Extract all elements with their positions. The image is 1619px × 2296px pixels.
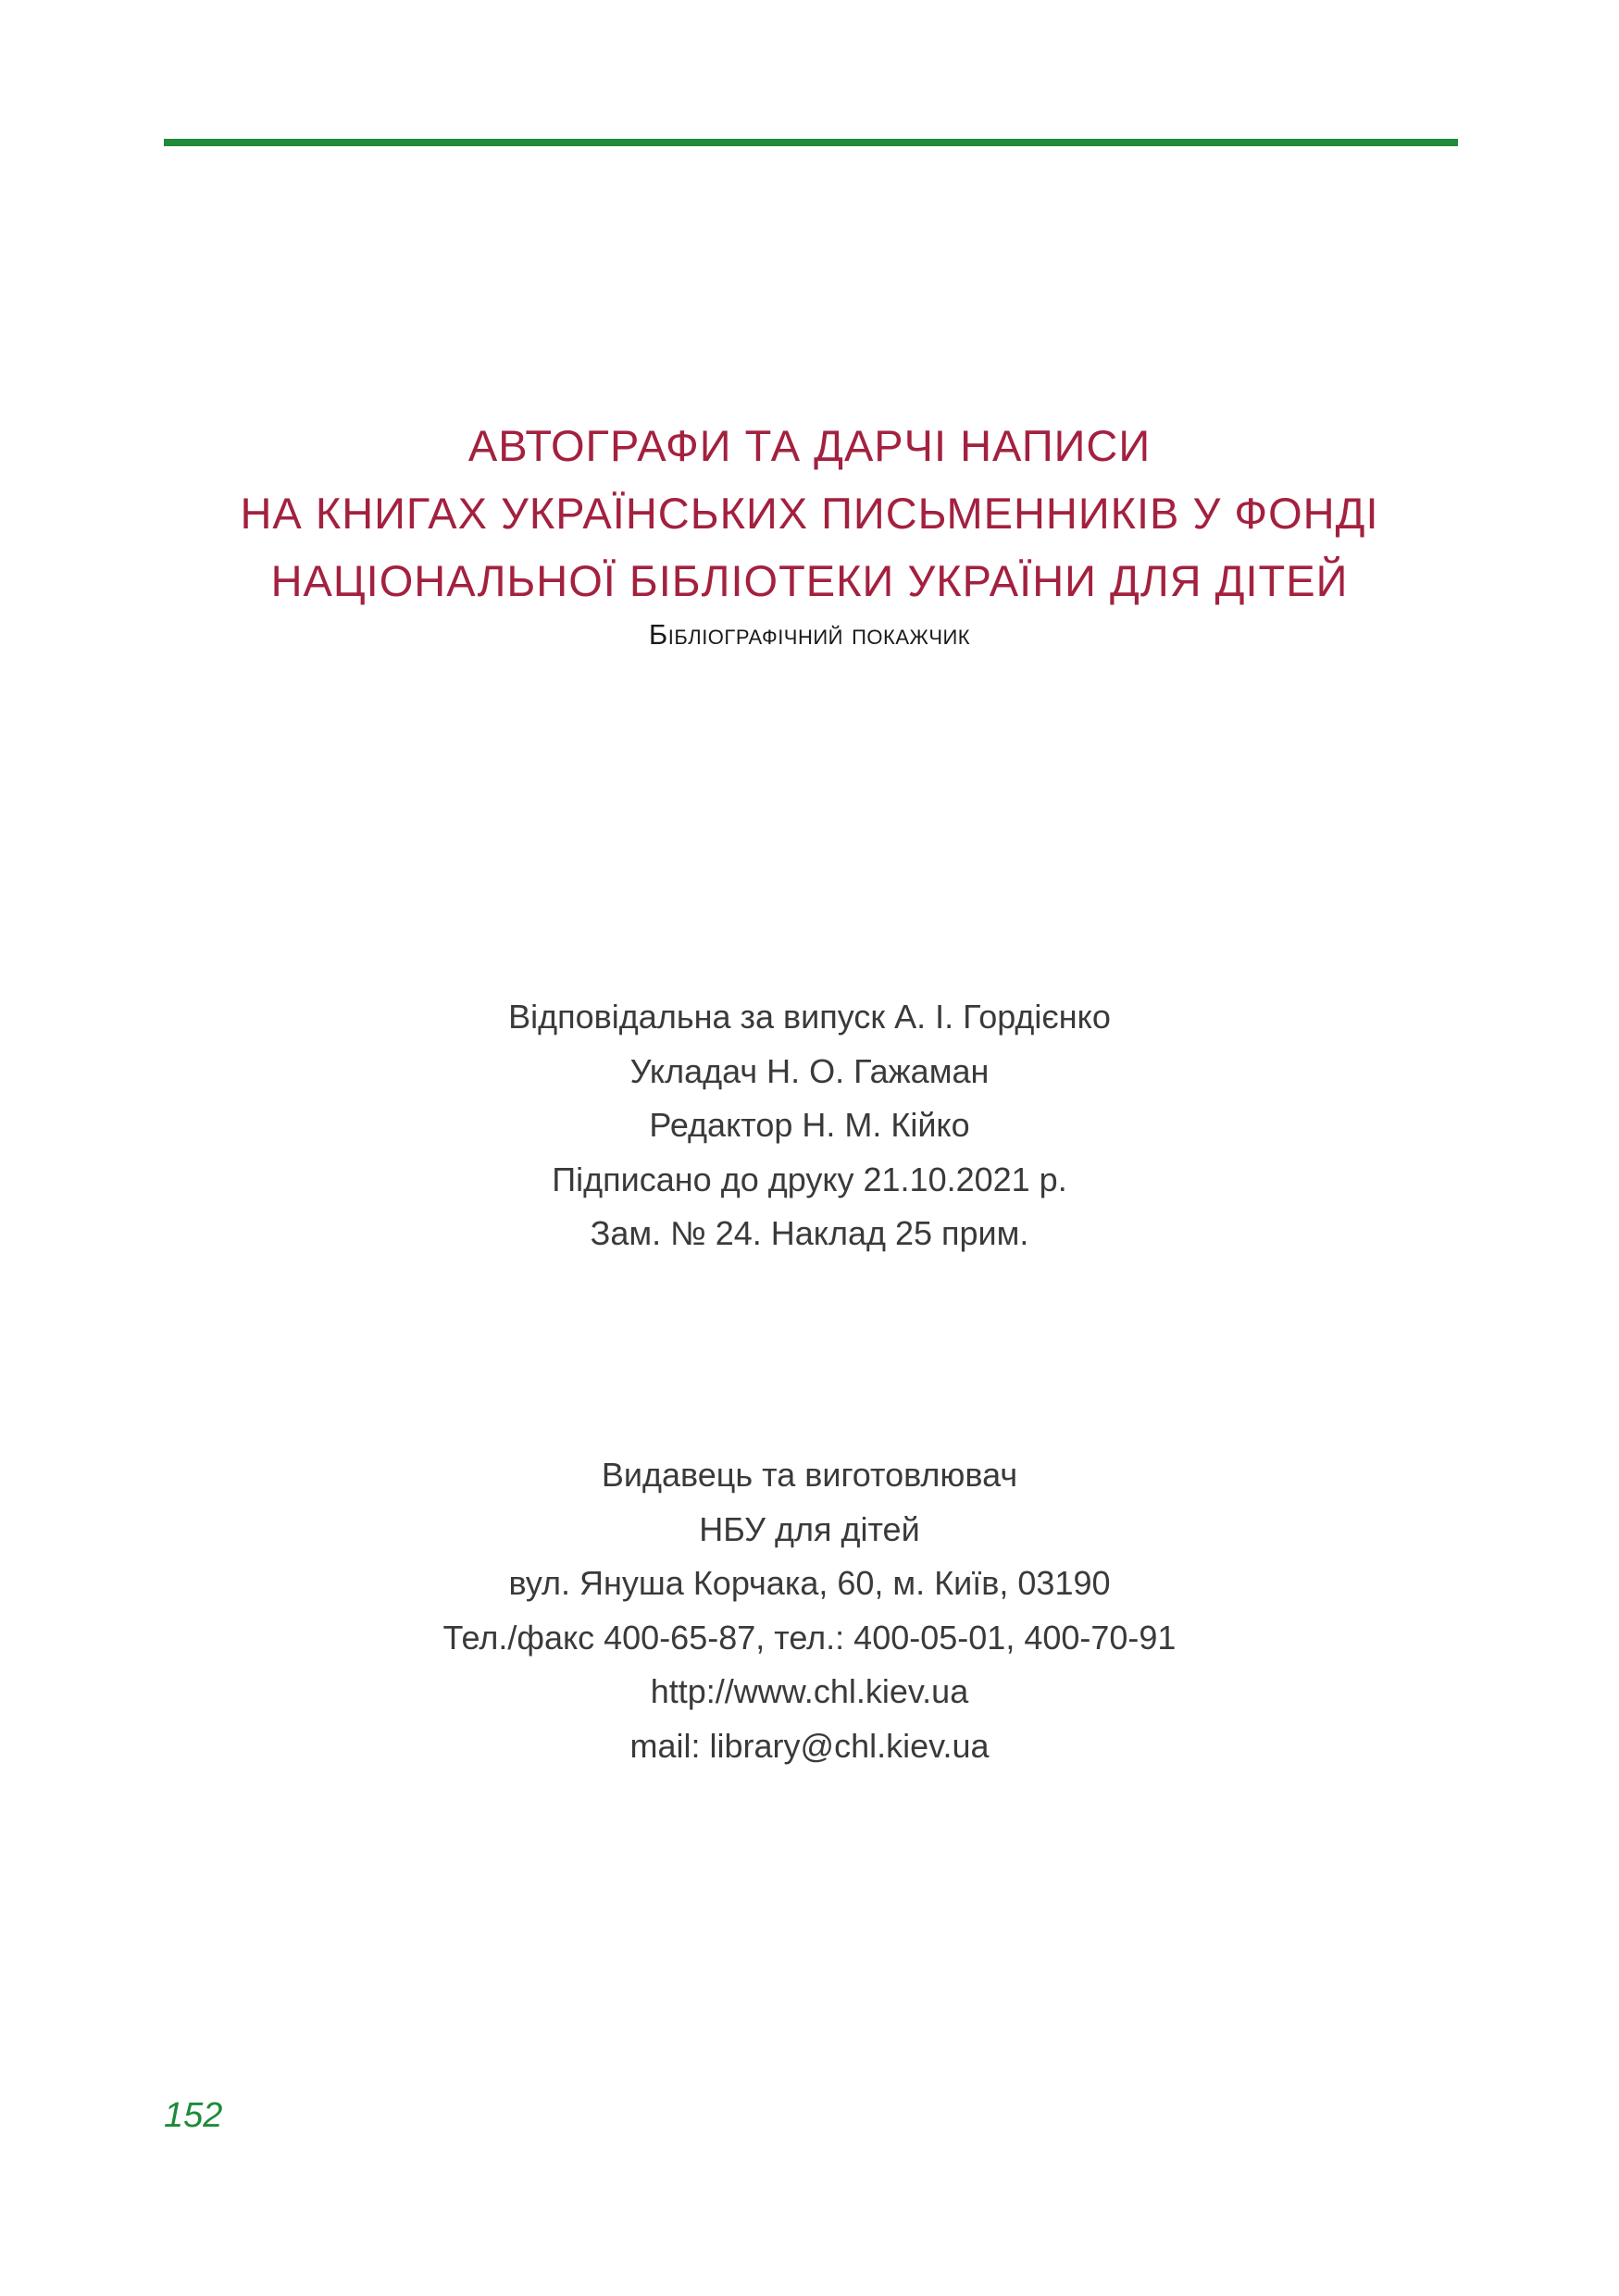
publisher-website: http://www.chl.kiev.ua bbox=[650, 1672, 969, 1710]
top-green-rule bbox=[164, 139, 1458, 146]
credit-editor: Редактор Н. М. Кійко bbox=[649, 1106, 970, 1144]
credit-responsible: Відповідальна за випуск А. І. Гордієнко bbox=[508, 998, 1111, 1036]
title-line-2: НА КНИГАХ УКРАЇНСЬКИХ ПИСЬМЕННИКІВ У ФОНДІ bbox=[240, 489, 1379, 538]
publisher-phone: Тел./факс 400-65-87, тел.: 400-05-01, 400-70-91 bbox=[442, 1618, 1177, 1657]
title-line-1: АВТОГРАФИ ТА ДАРЧІ НАПИСИ bbox=[467, 421, 1152, 470]
publisher-name: НБУ для дітей bbox=[699, 1509, 920, 1548]
credits-block bbox=[0, 990, 1619, 1261]
credit-order-circulation: Зам. № 24. Наклад 25 прим. bbox=[590, 1214, 1029, 1252]
title-line-3: НАЦІОНАЛЬНОЇ БІБЛІОТЕКИ УКРАЇНИ ДЛЯ ДІТЕЙ bbox=[270, 556, 1349, 605]
credit-compiler: Укладач Н. О. Гажаман bbox=[629, 1051, 990, 1090]
page-number: 152 bbox=[164, 2096, 223, 2135]
publisher-email: mail: library@chl.kiev.ua bbox=[629, 1726, 990, 1765]
subtitle: Бібліографічний покажчик bbox=[648, 618, 971, 651]
credit-signed-date: Підписано до друку 21.10.2021 р. bbox=[552, 1160, 1067, 1198]
publisher-heading: Видавець та виготовлювач bbox=[601, 1456, 1018, 1494]
publisher-block bbox=[0, 1448, 1619, 1773]
title-block bbox=[0, 412, 1619, 653]
publisher-address: вул. Януша Корчака, 60, м. Київ, 03190 bbox=[508, 1564, 1111, 1602]
